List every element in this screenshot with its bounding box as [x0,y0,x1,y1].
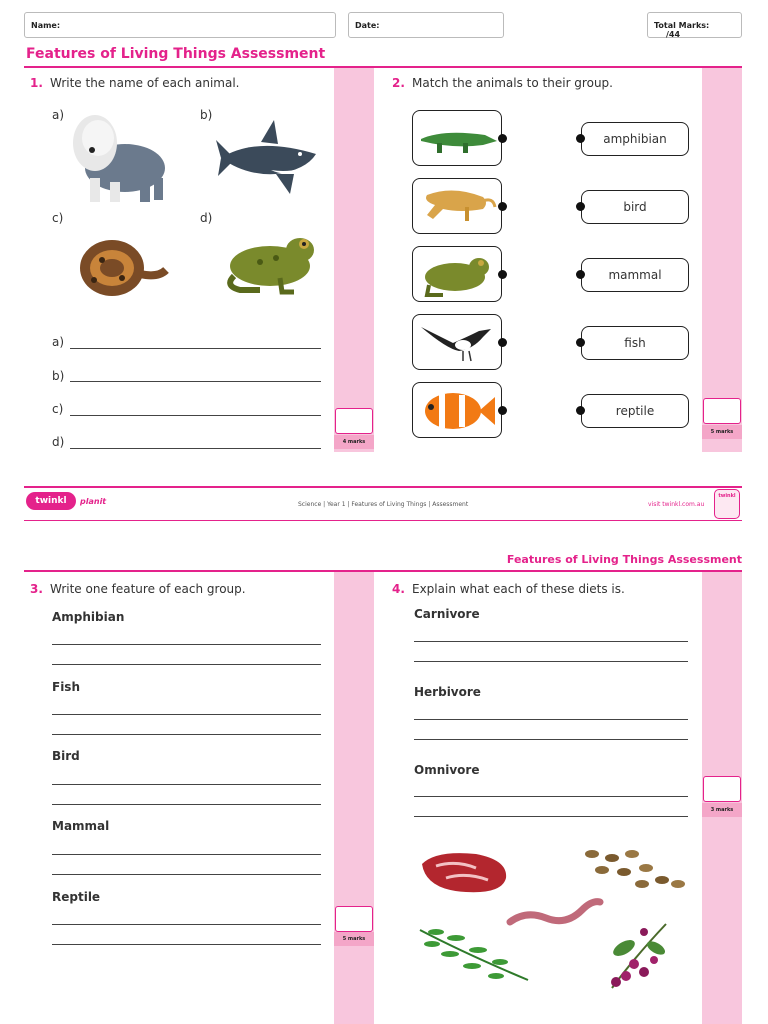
image-label-b: b) [200,108,213,122]
question-number-4: 4. [392,582,405,596]
answer-label-a: a) [52,335,65,349]
animal-box-crocodile[interactable] [412,110,502,166]
berries-icon [604,918,674,992]
date-field[interactable] [348,12,504,38]
group-box-reptile[interactable]: reptile [581,394,689,428]
clownfish-icon [413,383,501,437]
twinkl-logo: twinkl [26,492,76,510]
group-box-mammal[interactable]: mammal [581,258,689,292]
marks-band-q2 [702,68,742,452]
page2-title: Features of Living Things Assessment [506,553,742,566]
animal-box-clownfish[interactable] [412,382,502,438]
marks-label-q3: 5 marks [334,932,374,946]
group-heading-mammal: Mammal [52,819,110,833]
marks-box-q1[interactable] [335,408,373,434]
match-dot-animal-1[interactable] [498,134,507,143]
write-line-fish-1[interactable] [52,714,321,715]
footer-rule-top [24,486,742,488]
marks-label-q1: 4 marks [334,435,374,449]
footer-url[interactable]: visit twinkl.com.au [648,501,705,508]
frog-icon [220,232,320,296]
write-line-fish-2[interactable] [52,734,321,735]
shark-icon [216,118,326,198]
group-box-amphibian[interactable]: amphibian [581,122,689,156]
write-line-amphibian-1[interactable] [52,644,321,645]
fern-icon [416,924,532,984]
planit-logo: planit [80,497,107,506]
answer-label-d: d) [52,435,65,449]
name-field[interactable] [24,12,336,38]
question-number-2: 2. [392,76,405,90]
write-line-amphibian-2[interactable] [52,664,321,665]
write-line-herbivore-2[interactable] [414,739,688,740]
write-line-mammal-1[interactable] [52,854,321,855]
question-text-3: Write one feature of each group. [50,582,246,596]
question-number-1: 1. [30,76,43,90]
group-heading-reptile: Reptile [52,890,101,904]
write-line-herbivore-1[interactable] [414,719,688,720]
total-marks-field [647,12,742,38]
match-dot-group-5[interactable] [576,406,585,415]
name-label: Name: [31,21,61,30]
match-dot-group-4[interactable] [576,338,585,347]
group-heading-fish: Fish [52,680,80,694]
marks-band-q1 [334,68,374,452]
footer-center-text: Science | Year 1 | Features of Living Things | Assessment [298,501,469,508]
animal-box-lioness[interactable] [412,178,502,234]
question-number-3: 3. [30,582,43,596]
sheepdog-icon [70,108,170,206]
answer-line-c[interactable] [70,415,321,416]
answer-label-b: b) [52,369,65,383]
write-line-omnivore-2[interactable] [414,816,688,817]
match-dot-animal-4[interactable] [498,338,507,347]
total-marks-label: Total Marks: [654,21,710,30]
answer-label-c: c) [52,402,64,416]
lioness-icon [413,179,501,233]
page2-title-rule [24,570,742,572]
match-dot-group-3[interactable] [576,270,585,279]
match-dot-group-1[interactable] [576,134,585,143]
quality-badge: twinkl [714,489,740,519]
write-line-bird-1[interactable] [52,784,321,785]
title-rule [24,66,742,68]
write-line-omnivore-1[interactable] [414,796,688,797]
write-line-carnivore-1[interactable] [414,641,688,642]
diet-heading-omnivore: Omnivore [414,763,480,777]
frog-icon [413,247,501,301]
marks-box-q4[interactable] [703,776,741,802]
group-heading-amphibian: Amphibian [52,610,125,624]
answer-line-d[interactable] [70,448,321,449]
crocodile-icon [413,111,501,165]
diet-heading-carnivore: Carnivore [414,607,480,621]
question-text-1: Write the name of each animal. [50,76,240,90]
magpie-icon [413,315,501,369]
match-dot-animal-3[interactable] [498,270,507,279]
group-heading-bird: Bird [52,749,80,763]
marks-label-q4: 3 marks [702,803,742,817]
diet-heading-herbivore: Herbivore [414,685,481,699]
page-title: Features of Living Things Assessment [26,46,326,62]
write-line-reptile-1[interactable] [52,924,321,925]
question-text-4: Explain what each of these diets is. [412,582,625,596]
write-line-reptile-2[interactable] [52,944,321,945]
marks-label-q2: 5 marks [702,425,742,439]
answer-line-a[interactable] [70,348,321,349]
question-text-2: Match the animals to their group. [412,76,613,90]
marks-band-q3 [334,572,374,1024]
seeds-icon [582,846,688,896]
footer-rule-bottom [24,520,742,521]
write-line-mammal-2[interactable] [52,874,321,875]
image-label-d: d) [200,211,213,225]
marks-box-q3[interactable] [335,906,373,932]
write-line-bird-2[interactable] [52,804,321,805]
answer-line-b[interactable] [70,381,321,382]
steak-icon [416,848,510,896]
group-box-bird[interactable]: bird [581,190,689,224]
match-dot-group-2[interactable] [576,202,585,211]
animal-box-magpie[interactable] [412,314,502,370]
snake-icon [72,220,172,304]
group-box-fish[interactable]: fish [581,326,689,360]
match-dot-animal-5[interactable] [498,406,507,415]
total-marks-value: /44 [666,30,681,39]
date-label: Date: [355,21,380,30]
image-label-c: c) [52,211,64,225]
match-dot-animal-2[interactable] [498,202,507,211]
image-label-a: a) [52,108,65,122]
write-line-carnivore-2[interactable] [414,661,688,662]
animal-box-frog[interactable] [412,246,502,302]
marks-box-q2[interactable] [703,398,741,424]
